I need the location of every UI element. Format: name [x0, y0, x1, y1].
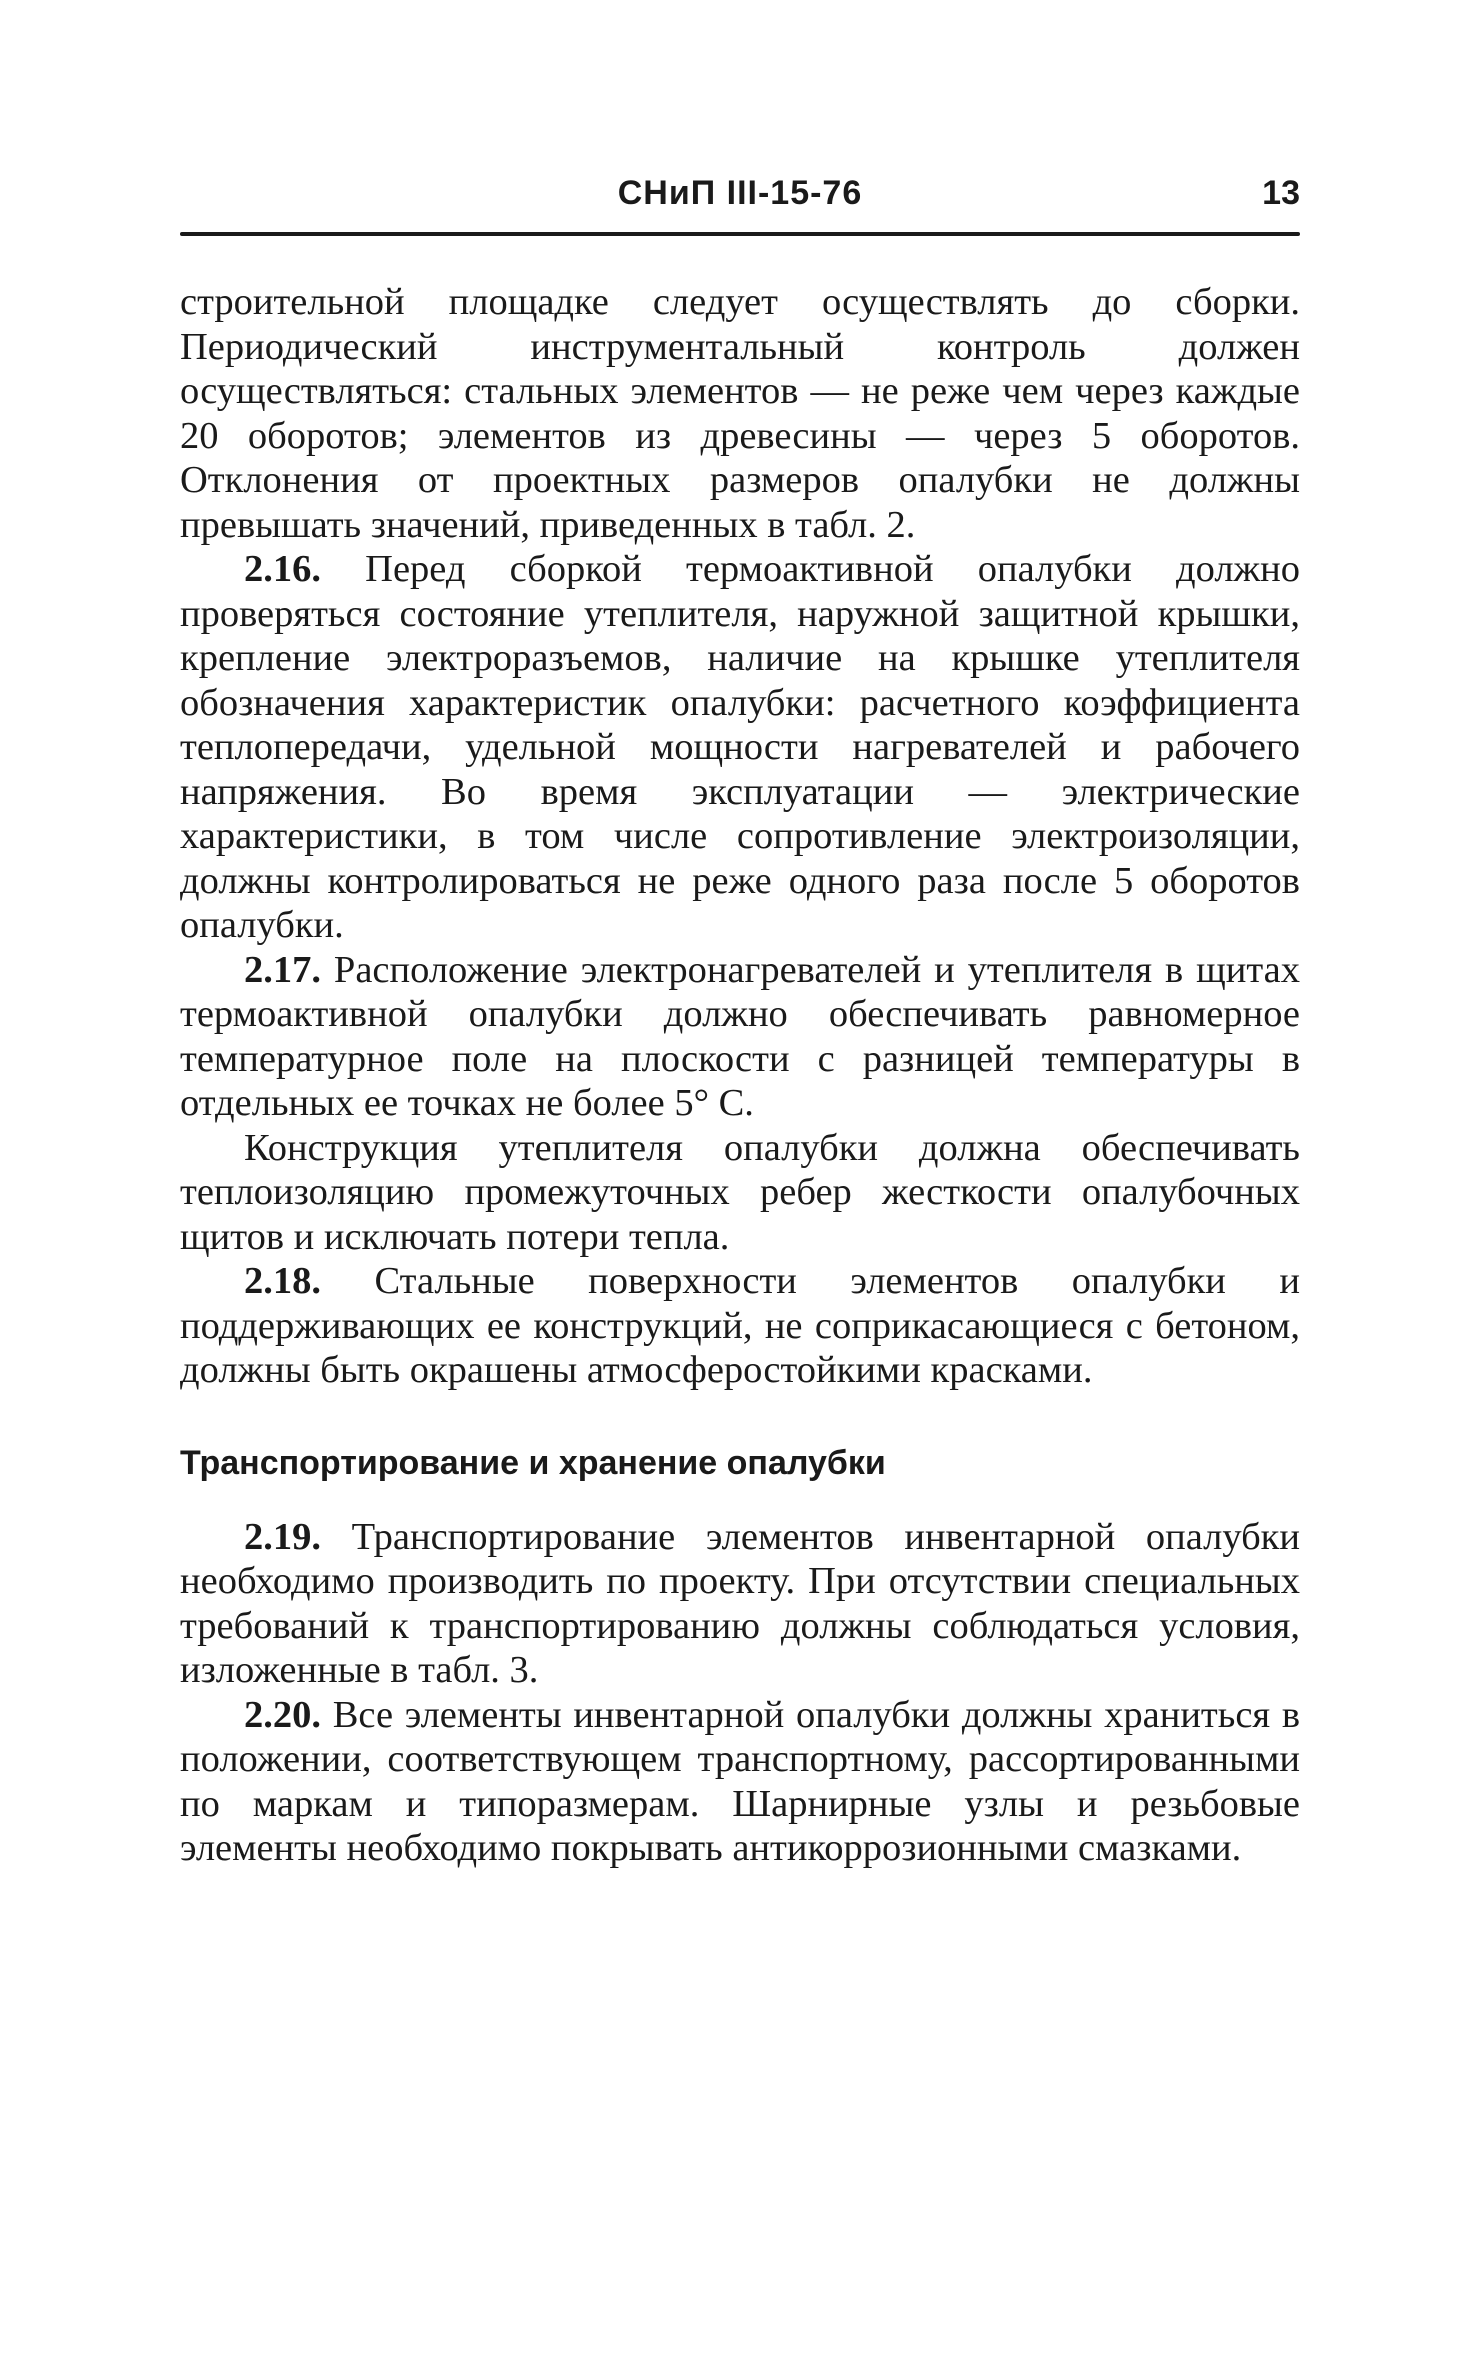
running-header [180, 170, 1300, 220]
paragraph-number: 2.16. [244, 548, 321, 590]
body-text [180, 280, 1300, 1871]
paragraph-text: Конструкция утеплителя опалубки должна обеспечивать теплоизоляцию промежуточных ребер жесткости опалубочных щитов и исключать потери тепла. [180, 1126, 1300, 1258]
paragraph-number: 2.19. [244, 1515, 321, 1558]
document-code: СНиП III-15-76 [617, 174, 863, 212]
paragraph-text: строительной площадке следует осуществлять до сборки. Периодический инструментальный контроль должен осуществляться: стальных элементов — не реже чем через каждые 20 оборотов; элементов из древесины — через 5 оборотов. Отклонения от проектных размеров опалубки не должны превышать значений, приведенных в табл. 2. [180, 281, 1300, 546]
document-page [180, 170, 1300, 1869]
paragraph-2-17-cont [180, 1126, 1300, 1260]
paragraph-number: 2.20. [244, 1693, 321, 1736]
paragraph-text: Транспортирование элементов инвентарной опалубки необходимо производить по проекту. При отсутствии специальных требований к транспортированию должны соблюдаться условия, изложенные в табл. 3. [180, 1515, 1300, 1691]
paragraph-continued [180, 280, 1300, 547]
page-number: 13 [1262, 174, 1300, 212]
paragraph-2-20 [180, 1693, 1300, 1871]
paragraph-number: 2.18. [244, 1260, 321, 1302]
paragraph-number: 2.17. [244, 948, 321, 991]
paragraph-2-19 [180, 1515, 1300, 1693]
paragraph-text: Все элементы инвентарной опалубки должны храниться в положении, соответствующем транспортному, рассортированными по маркам и типоразмерам. Шарнирные узлы и резьбовые элементы необходимо покрывать антикоррозионными смазками. [180, 1693, 1300, 1869]
paragraph-text: Стальные поверхности элементов опалубки и поддерживающих ее конструкций, не соприкасающиеся с бетоном, должны быть окрашены атмосферостойкими красками. [180, 1260, 1300, 1391]
paragraph-text: Расположение электронагревателей и утеплителя в щитах термоактивной опалубки должно обеспечивать равномерное температурное поле на плоскости с разницей температуры в отдельных ее точках не более 5° С. [180, 948, 1300, 1124]
paragraph-2-18 [180, 1259, 1300, 1393]
paragraph-2-17 [180, 948, 1300, 1126]
paragraph-2-16 [180, 547, 1300, 948]
header-rule [180, 232, 1300, 236]
section-heading: Транспортирование и хранение опалубки [180, 1443, 886, 1482]
paragraph-text: Перед сборкой термоактивной опалубки должно проверяться состояние утеплителя, наружной защитной крышки, крепление электроразъемов, наличие на крышке утеплителя обозначения характеристик опалубки: расчетного коэффициента теплопередачи, удельной мощности нагревателей и рабочего напряжения. Во время эксплуатации — электрические характеристики, в том числе сопротивление электроизоляции, должны контролироваться не реже одного раза после 5 оборотов опалубки. [180, 548, 1300, 946]
